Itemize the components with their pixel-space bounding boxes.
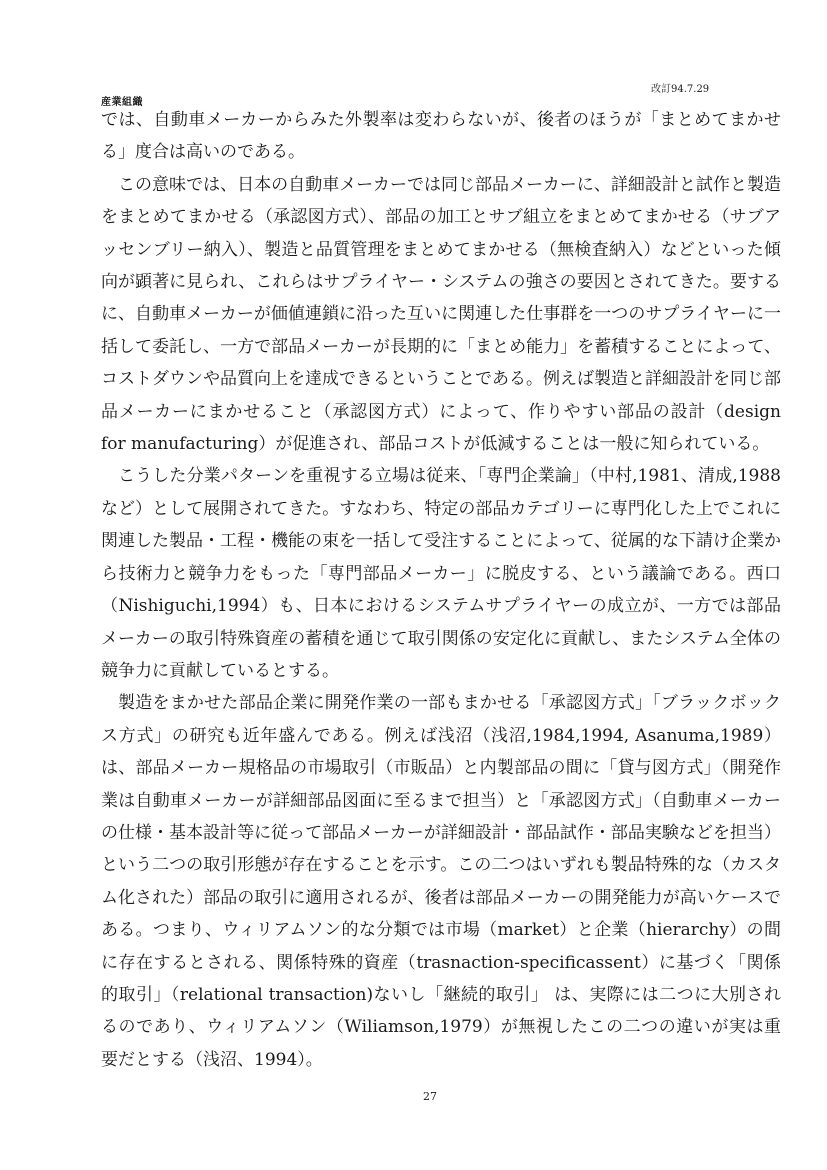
revision-date: 改訂94.7.29 (651, 84, 710, 95)
paragraph: この意味では、日本の自動車メーカーでは同じ部品メーカーに、詳細設計と試作と製造をまとめてまかせる（承認図方式）、部品の加工とサブ組立をまとめてまかせる（サブアッセンブリー納入）、製造と品質管理をまとめてまかせる（無検査納入）などといった傾向が顕著に見られ、これらはサプライヤー・システムの強さの要因とされてきた。要するに、自動車メーカーが価値連鎖に沿った互いに関連した仕事群を一つのサプライヤーに一括して委託し、一方で部品メーカーが長期的に「まとめ能力」を蓄積することによって、コストダウンや品質向上を達成できるということである。例えば製造と詳細設計を同じ部品メーカーにまかせること（承認図方式）によって、作りやすい部品の設計（design for manufacturing）が促進され、部品コストが低減することは一般に知られている。 (101, 174, 781, 455)
paragraph: こうした分業パターンを重視する立場は従来、「専門企業論」（中村,1981、清成,1988など）として展開されてきた。すなわち、特定の部品カテゴリーに専門化した上でこれに関連した製品・工程・機能の束を一括して受注することによって、従属的な下請け企業から技術力と競争力をもった「専門部品メーカー」に脱皮する、という議論である。西口（Nishiguchi,1994）も、日本におけるシステムサプライヤーの成立が、一方では部品メーカーの取引特殊資産の蓄積を通じて取引関係の安定化に貢献し、またシステム全体の競争力に貢献しているとする。 (101, 466, 781, 681)
body-text (101, 104, 781, 1076)
paragraph-continuation: では、自動車メーカーからみた外製率は変わらないが、後者のほうが「まとめてまかせる」度合は高いのである。 (101, 110, 781, 163)
section-label: 産業組織 (101, 97, 143, 108)
page-number: 27 (423, 1090, 437, 1103)
paragraph: 製造をまかせた部品企業に開発作業の一部もまかせる「承認図方式」「ブラックボックス方式」の研究も近年盛んである。例えば浅沼（浅沼,1984,1994, Asanuma,1989）は、部品メーカー規格品の市場取引（市販品）と内製部品の間に「貸与図方式」（開発作業は自動車メーカーが詳細部品図面に至るまで担当）と「承認図方式」（自動車メーカーの仕様・基本設計等に従って部品メーカーが詳細設計・部品試作・部品実験などを担当）という二つの取引形態が存在することを示す。この二つはいずれも製品特殊的な（カスタム化された）部品の取引に適用されるが、後者は部品メーカーの開発能力が高いケースである。つまり、ウィリアムソン的な分類では市場（market）と企業（hierarchy）の間に存在するとされる、関係特殊的資産（trasnaction-specificassent）に基づく「関係的取引」（relational transaction)ないし「継続的取引」 は、実際には二つに大別されるのであり、ウィリアムソン（Wiliamson,1979）が無視したこの二つの違いが実は重要だとする（浅沼、1994）。 (101, 693, 781, 1070)
